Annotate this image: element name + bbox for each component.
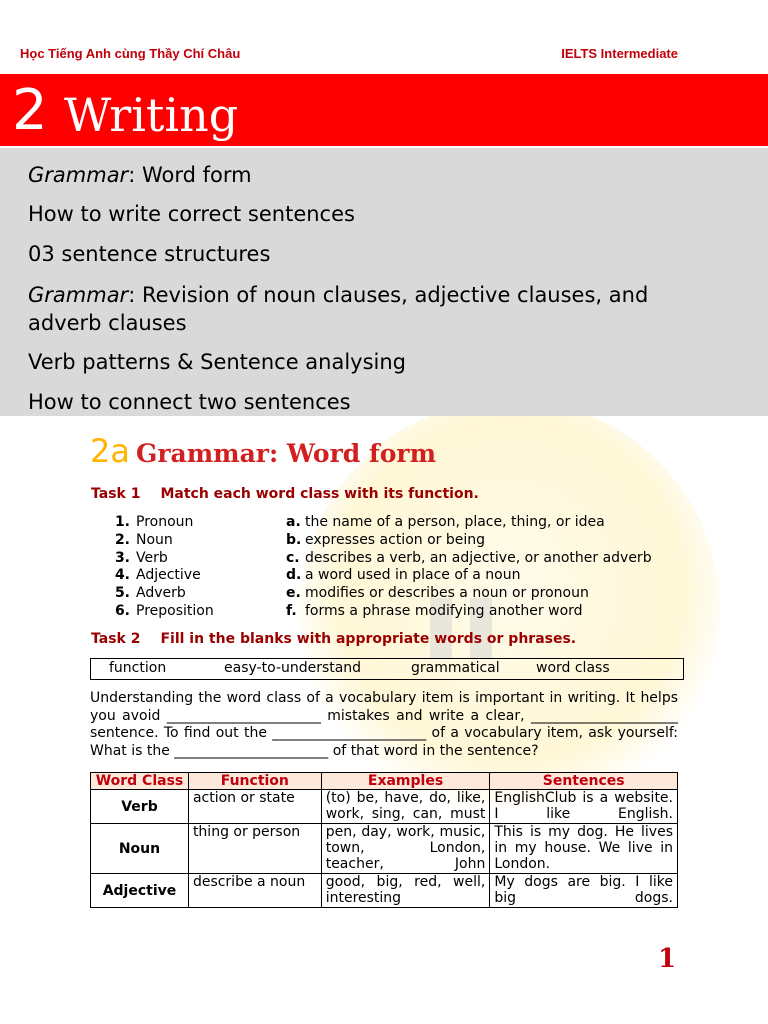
contents-item-text: : Revision of noun clauses, adjective clauses, and adverb clauses	[28, 283, 649, 335]
word-bank-item: easy-to-understand	[224, 660, 362, 676]
word-class-number: 4.	[114, 567, 130, 584]
word-class-cell: Adjective	[91, 874, 189, 908]
sentences-cell: This is my dog. He lives in my house. We live in London.	[490, 824, 678, 874]
function-cell: describe a noun	[188, 874, 321, 908]
function-letter: c.	[286, 549, 300, 566]
examples-cell: good, big, red, well, interesting	[321, 874, 490, 908]
word-bank-box	[90, 658, 684, 680]
contents-item	[28, 200, 728, 228]
word-class: Noun	[136, 531, 173, 548]
sentences-cell: EnglishClub is a website. I like English.	[490, 790, 678, 824]
matching-row	[112, 603, 672, 621]
contents-item	[28, 281, 728, 337]
examples-cell: pen, day, work, music, town, London, teacher, John	[321, 824, 490, 874]
header-right-text: IELTS Intermediate	[561, 46, 678, 61]
contents-item	[28, 161, 728, 189]
chapter-title-bar	[0, 74, 768, 146]
word-bank-item: word class	[536, 660, 610, 676]
contents-item	[28, 348, 728, 376]
function-text: expresses action or being	[305, 531, 486, 548]
table-row	[91, 790, 678, 824]
word-class-cell: Verb	[91, 790, 189, 824]
function-text: the name of a person, place, thing, or idea	[305, 514, 605, 530]
word-class: Adjective	[136, 567, 201, 584]
table-row	[91, 824, 678, 874]
table-header: Examples	[321, 773, 490, 790]
function-letter: a.	[286, 514, 301, 530]
task2-instruction: Fill in the blanks with appropriate words or phrases.	[160, 631, 577, 647]
word-class-number: 1.	[114, 514, 130, 530]
contents-item-text: 03 sentence structures	[28, 242, 271, 266]
word-class: Adverb	[136, 585, 186, 602]
task2-heading	[91, 631, 576, 647]
matching-row	[112, 585, 672, 603]
function-text: describes a verb, an adjective, or another adverb	[305, 549, 652, 566]
contents-item-italic: Grammar	[28, 283, 129, 307]
word-bank-item: function	[109, 660, 167, 676]
table-header-row	[91, 773, 678, 790]
matching-row	[112, 532, 672, 550]
task1-matching-list	[112, 514, 672, 621]
running-header	[20, 46, 678, 61]
matching-row	[112, 567, 672, 585]
word-bank-item: grammatical	[411, 660, 500, 676]
matching-row	[112, 514, 672, 532]
sentences-cell: My dogs are big. I like big dogs.	[490, 874, 678, 908]
word-class: Pronoun	[136, 514, 194, 530]
section-number: 2a	[90, 432, 130, 470]
table-row	[91, 874, 678, 908]
matching-row	[112, 550, 672, 568]
word-class-number: 3.	[114, 549, 130, 566]
function-letter: d.	[286, 567, 302, 584]
table-header: Sentences	[490, 773, 678, 790]
function-cell: action or state	[188, 790, 321, 824]
task2-label: Task 2	[91, 631, 141, 647]
contents-item	[28, 388, 728, 416]
word-class-number: 5.	[114, 585, 130, 602]
function-letter: b.	[286, 531, 302, 548]
function-text: forms a phrase modifying another word	[305, 602, 583, 619]
function-cell: thing or person	[188, 824, 321, 874]
section-heading	[90, 432, 436, 470]
header-left-text: Học Tiếng Anh cùng Thầy Chí Châu	[20, 46, 241, 61]
word-class: Preposition	[136, 602, 214, 619]
contents-item-text: How to write correct sentences	[28, 202, 355, 226]
word-class-number: 2.	[114, 531, 130, 548]
section-title: Grammar: Word form	[135, 439, 437, 468]
contents-item-text: : Word form	[128, 163, 252, 187]
page-number: 1	[658, 944, 677, 974]
word-class-table	[90, 772, 678, 908]
contents-item-italic: Grammar	[28, 163, 129, 187]
word-class-number: 6.	[114, 602, 130, 619]
word-class-cell: Noun	[91, 824, 189, 874]
function-letter: e.	[286, 585, 301, 602]
function-letter: f.	[286, 602, 297, 619]
chapter-number: 2	[12, 78, 48, 143]
contents-item-text: Verb patterns & Sentence analysing	[28, 350, 407, 374]
function-text: a word used in place of a noun	[305, 567, 521, 584]
word-class: Verb	[136, 549, 168, 566]
task1-label: Task 1	[91, 486, 141, 502]
contents-item	[28, 240, 728, 268]
function-text: modifies or describes a noun or pronoun	[305, 585, 589, 602]
chapter-title: Writing	[64, 88, 239, 142]
task1-heading	[91, 486, 479, 502]
examples-cell: (to) be, have, do, like, work, sing, can, must	[321, 790, 490, 824]
table-header: Function	[188, 773, 321, 790]
fill-in-paragraph: Understanding the word class of a vocabulary item is important in writing. It helps you avoid ______________________ mistakes and write a clear, _____________________ sentence. To find out the ______________________ of a vocabulary item, ask yourself: What is the ______________________ of that word in the sentence?	[90, 690, 678, 759]
contents-item-text: How to connect two sentences	[28, 390, 351, 414]
chapter-contents	[0, 148, 768, 416]
table-header: Word Class	[91, 773, 189, 790]
task1-instruction: Match each word class with its function.	[160, 486, 479, 502]
